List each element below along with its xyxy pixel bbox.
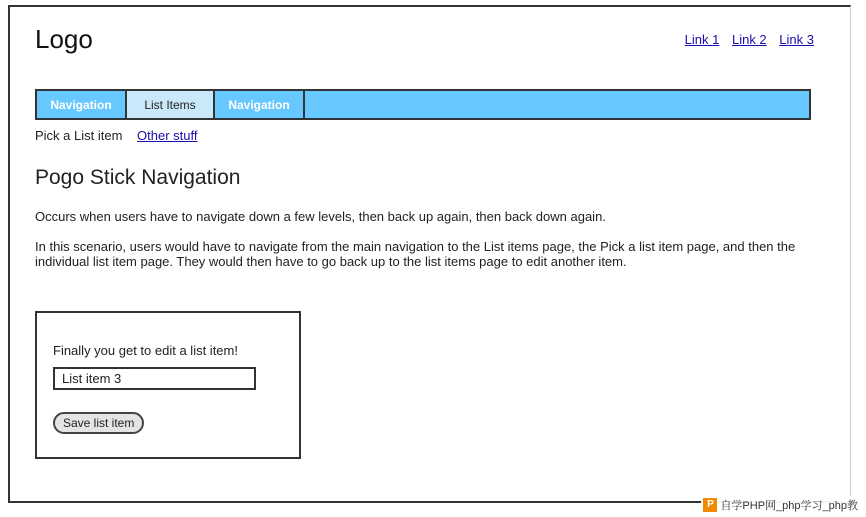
list-item-input[interactable] <box>53 367 256 390</box>
edit-item-panel <box>35 311 301 459</box>
watermark-text: 自学PHP网_php学习_php教 <box>720 499 858 512</box>
save-list-item-button[interactable]: Save list item <box>53 412 144 434</box>
link-2[interactable]: Link 2 <box>731 32 767 47</box>
main-navigation-bar <box>35 89 811 120</box>
watermark <box>701 496 860 513</box>
watermark-logo-icon: P <box>703 498 717 512</box>
link-1[interactable]: Link 1 <box>684 32 720 47</box>
nav-item-list-items[interactable]: List Items <box>127 91 215 118</box>
page-title: Pogo Stick Navigation <box>35 166 241 189</box>
nav-item-navigation-1[interactable]: Navigation <box>37 91 127 118</box>
logo: Logo <box>35 24 93 54</box>
subnav-current: Pick a List item <box>35 128 123 143</box>
subnav-other-stuff-link[interactable]: Other stuff <box>137 128 198 143</box>
description-paragraph-1: Occurs when users have to navigate down a few levels, then back up again, then back down again. <box>35 209 606 224</box>
sub-navigation <box>35 128 198 143</box>
nav-item-navigation-2[interactable]: Navigation <box>215 91 305 118</box>
top-links <box>676 32 814 47</box>
description-paragraph-2: In this scenario, users would have to navigate from the main navigation to the List items page, the Pick a list item page, and then the individual list item page. They would then have to go back up to the list items page to edit another item. <box>35 239 796 269</box>
page-frame <box>8 5 851 503</box>
link-3[interactable]: Link 3 <box>779 32 814 47</box>
edit-heading: Finally you get to edit a list item! <box>53 343 238 358</box>
